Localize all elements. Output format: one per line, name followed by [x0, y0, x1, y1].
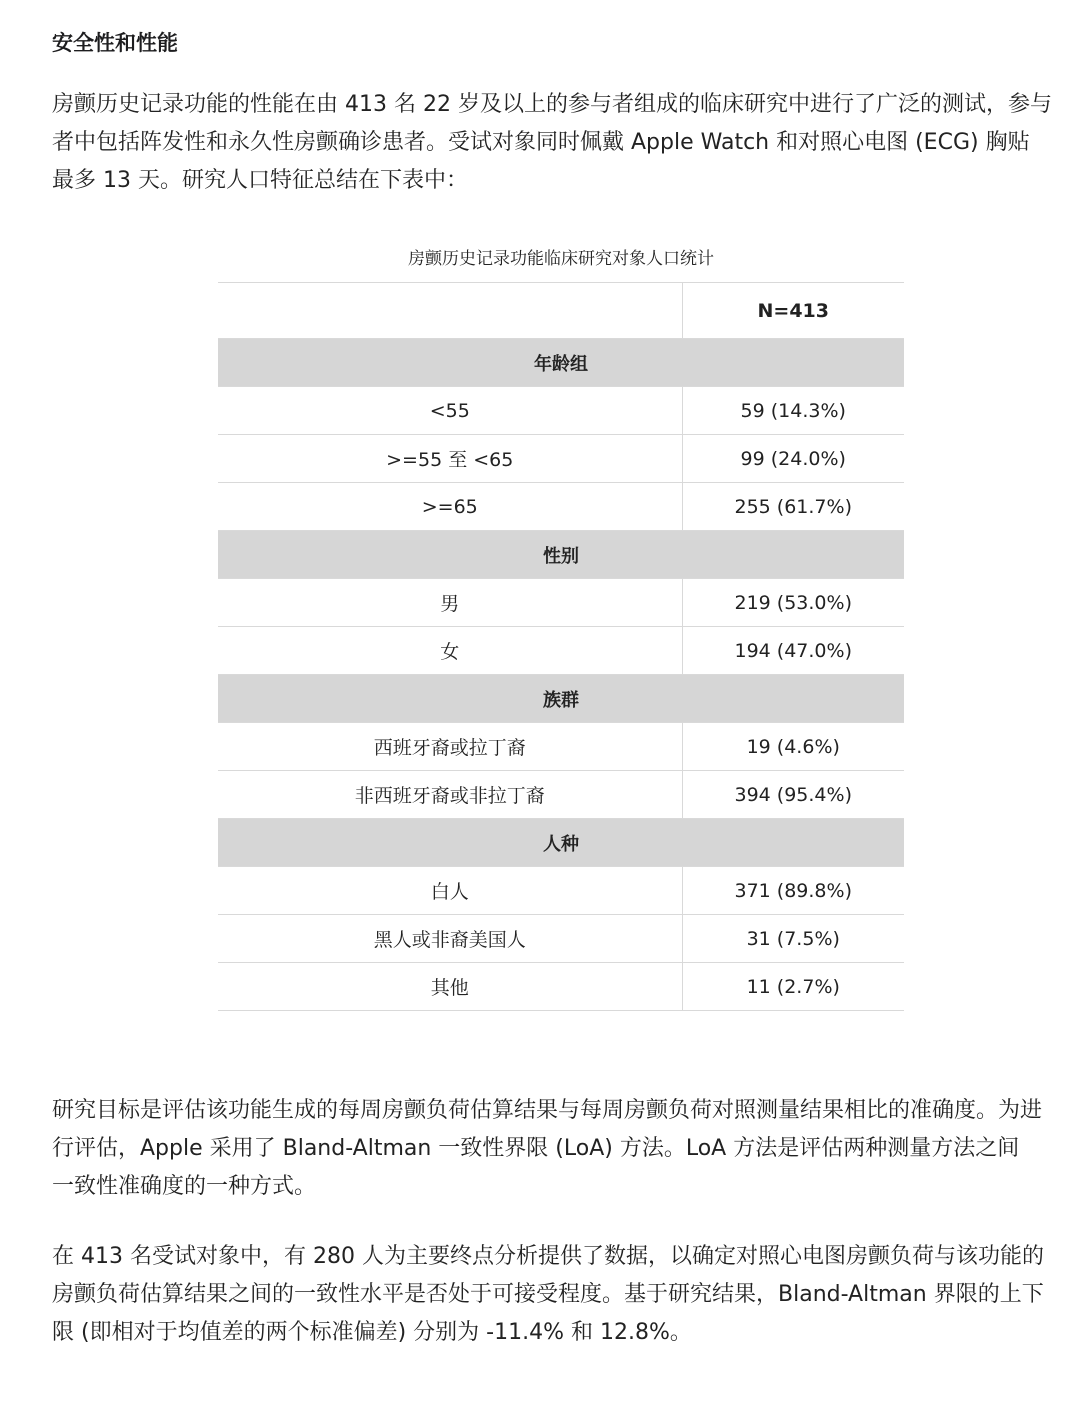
row-label: 西班牙裔或拉丁裔: [218, 723, 682, 771]
row-value: 99 (24.0%): [682, 435, 904, 483]
table-row: [218, 963, 904, 1011]
group-title-ethnicity: 族群: [218, 675, 904, 723]
table-row: [218, 723, 904, 771]
method-line: 一致性准确度的一种方式。: [52, 1174, 317, 1199]
row-label: >=55 至 <65: [218, 435, 682, 483]
table-group-row: [218, 819, 904, 867]
row-value: 219 (53.0%): [682, 579, 904, 627]
row-label: >=65: [218, 483, 682, 531]
results-line: 在 413 名受试对象中，有 280 人为主要终点分析提供了数据，以确定对照心电图房颤负荷与该功能的: [52, 1244, 1044, 1269]
table-row: [218, 771, 904, 819]
section-title: 安全性和性能: [52, 31, 178, 55]
table-row: [218, 387, 904, 435]
results-line: 房颤负荷估算结果之间的一致性水平是否处于可接受程度。基于研究结果，Bland-Altman 界限的上下: [52, 1282, 1044, 1307]
table-row: [218, 483, 904, 531]
table-caption: 房颤历史记录功能临床研究对象人口统计: [408, 249, 714, 269]
table-row: [218, 579, 904, 627]
table-group-row: [218, 675, 904, 723]
table-header-cell: [218, 283, 682, 339]
row-value: 19 (4.6%): [682, 723, 904, 771]
group-title-sex: 性别: [218, 531, 904, 579]
table-row: [218, 435, 904, 483]
row-value: 394 (95.4%): [682, 771, 904, 819]
row-label: 黑人或非裔美国人: [218, 915, 682, 963]
demographics-table: [218, 282, 904, 1011]
table-row: [218, 867, 904, 915]
row-label: 白人: [218, 867, 682, 915]
group-title-age: 年龄组: [218, 339, 904, 387]
table-row: [218, 915, 904, 963]
table-header-row: [218, 283, 904, 339]
results-paragraph: [52, 1238, 1052, 1352]
intro-line: 房颤历史记录功能的性能在由 413 名 22 岁及以上的参与者组成的临床研究中进行了广泛的测试，参与: [52, 92, 1052, 117]
table-group-row: [218, 531, 904, 579]
row-value: 371 (89.8%): [682, 867, 904, 915]
row-value: 31 (7.5%): [682, 915, 904, 963]
row-label: <55: [218, 387, 682, 435]
row-label: 非西班牙裔或非拉丁裔: [218, 771, 682, 819]
method-line: 研究目标是评估该功能生成的每周房颤负荷估算结果与每周房颤负荷对照测量结果相比的准确度。为进: [52, 1098, 1043, 1123]
intro-line: 最多 13 天。研究人口特征总结在下表中：: [52, 168, 468, 193]
row-value: 194 (47.0%): [682, 627, 904, 675]
table-header-cell: N=413: [682, 283, 904, 339]
method-paragraph: [52, 1092, 1052, 1206]
table-row: [218, 627, 904, 675]
group-title-race: 人种: [218, 819, 904, 867]
table-group-row: [218, 339, 904, 387]
row-value: 255 (61.7%): [682, 483, 904, 531]
intro-line: 者中包括阵发性和永久性房颤确诊患者。受试对象同时佩戴 Apple Watch 和对照心电图 (ECG) 胸贴: [52, 130, 1030, 155]
row-label: 其他: [218, 963, 682, 1011]
row-value: 59 (14.3%): [682, 387, 904, 435]
row-value: 11 (2.7%): [682, 963, 904, 1011]
intro-paragraph: [52, 86, 1052, 200]
row-label: 男: [218, 579, 682, 627]
method-line: 行评估，Apple 采用了 Bland-Altman 一致性界限 (LoA) 方法。LoA 方法是评估两种测量方法之间: [52, 1136, 1020, 1161]
row-label: 女: [218, 627, 682, 675]
results-line: 限 (即相对于均值差的两个标准偏差) 分别为 -11.4% 和 12.8%。: [52, 1320, 692, 1345]
